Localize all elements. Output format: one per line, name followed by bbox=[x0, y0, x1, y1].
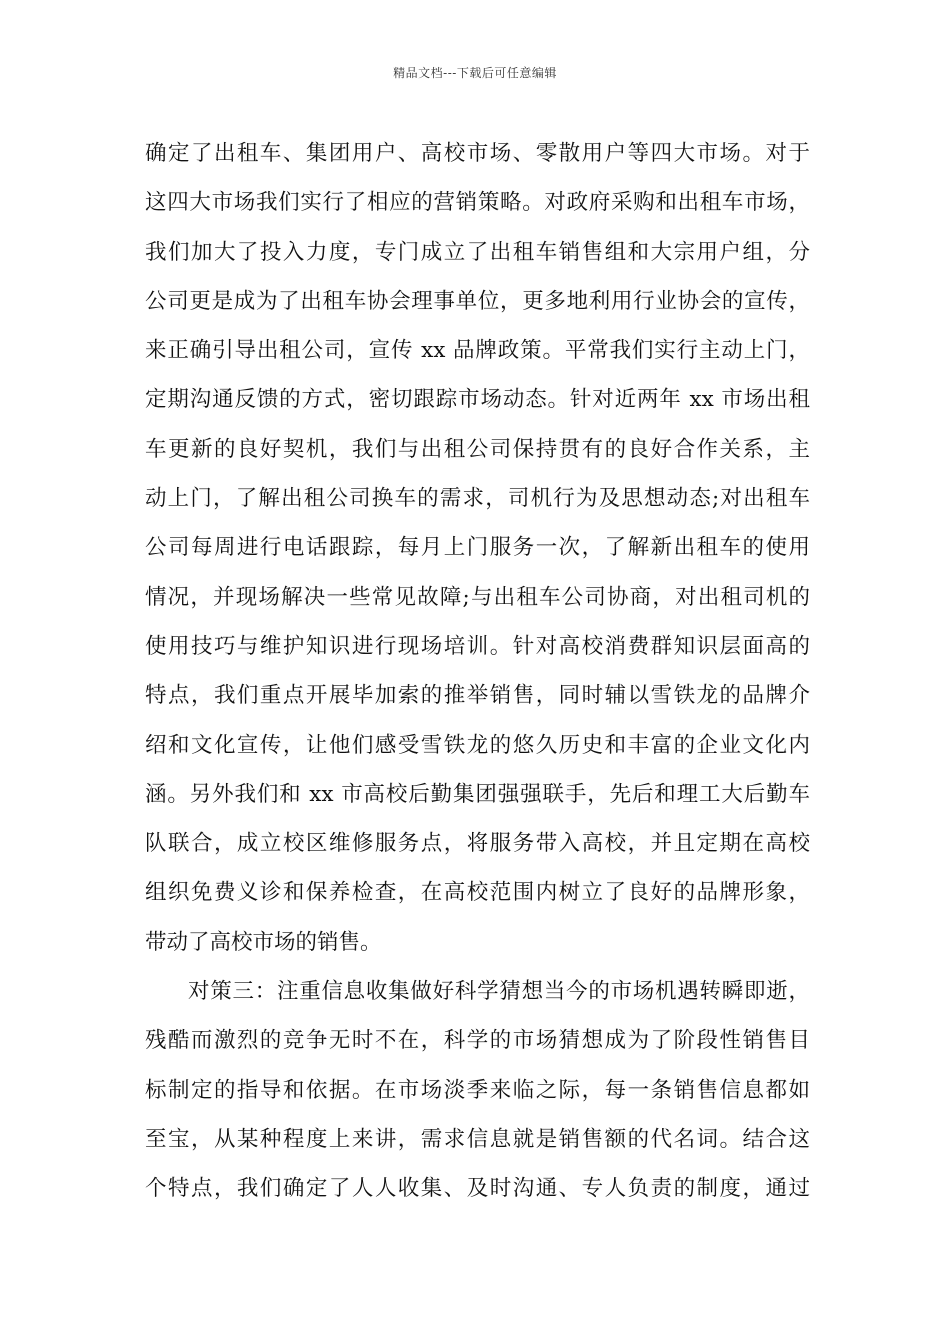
text-line: 组织免费义诊和保养检查，在高校范围内树立了良好的品牌形象， bbox=[145, 880, 810, 906]
text-line: 至宝，从某种程度上来讲，需求信息就是销售额的代名词。结合这 bbox=[145, 1126, 810, 1152]
text-line: 确定了出租车、集团用户、高校市场、零散用户等四大市场。对于 bbox=[145, 141, 810, 166]
paragraph bbox=[145, 967, 810, 1213]
text-line: 残酷而激烈的竞争无时不在，科学的市场猜想成为了阶段性销售目 bbox=[145, 1028, 810, 1054]
text-line: 个特点，我们确定了人人收集、及时沟通、专人负责的制度，通过 bbox=[145, 1176, 810, 1202]
paragraph bbox=[145, 129, 810, 967]
text-line: 我们加大了投入力度，专门成立了出租车销售组和大宗用户组，分 bbox=[145, 239, 810, 265]
text-line: 车更新的良好契机，我们与出租公司保持贯有的良好合作关系，主 bbox=[145, 436, 810, 462]
text-line: 使用技巧与维护知识进行现场培训。针对高校消费群知识层面高的 bbox=[145, 633, 810, 659]
text-line: 动上门，了解出租公司换车的需求，司机行为及思想动态;对出租车 bbox=[145, 486, 810, 512]
text-line: 带动了高校市场的销售。 bbox=[145, 929, 382, 955]
text-line: 绍和文化宣传，让他们感受雪铁龙的悠久历史和丰富的企业文化内 bbox=[145, 732, 810, 758]
text-line: 公司每周进行电话跟踪，每月上门服务一次，了解新出租车的使用 bbox=[145, 535, 810, 561]
text-line: 公司更是成为了出租车协会理事单位，更多地利用行业协会的宣传， bbox=[145, 288, 810, 314]
text-line: 情况，并现场解决一些常见故障;与出租车公司协商，对出租司机的 bbox=[145, 584, 810, 610]
text-line: 定期沟通反馈的方式，密切跟踪市场动态。针对近两年 xx 市场出租 bbox=[145, 387, 810, 413]
document-body bbox=[145, 129, 810, 1214]
text-line: 来正确引导出租公司，宣传 xx 品牌政策。平常我们实行主动上门， bbox=[145, 338, 810, 364]
text-line: 队联合，成立校区维修服务点，将服务带入高校，并且定期在高校 bbox=[145, 831, 810, 857]
text-line: 对策三：注重信息收集做好科学猜想当今的市场机遇转瞬即逝， bbox=[188, 979, 810, 1005]
text-line: 涵。另外我们和 xx 市高校后勤集团强强联手，先后和理工大后勤车 bbox=[145, 781, 810, 807]
text-line: 特点，我们重点开展毕加索的推举销售，同时辅以雪铁龙的品牌介 bbox=[145, 683, 810, 709]
text-line: 标制定的指导和依据。在市场淡季来临之际，每一条销售信息都如 bbox=[145, 1077, 810, 1103]
page-header: 精品文档---下载后可任意编辑 bbox=[393, 66, 557, 80]
text-line: 这四大市场我们实行了相应的营销策略。对政府采购和出租车市场， bbox=[145, 190, 810, 216]
